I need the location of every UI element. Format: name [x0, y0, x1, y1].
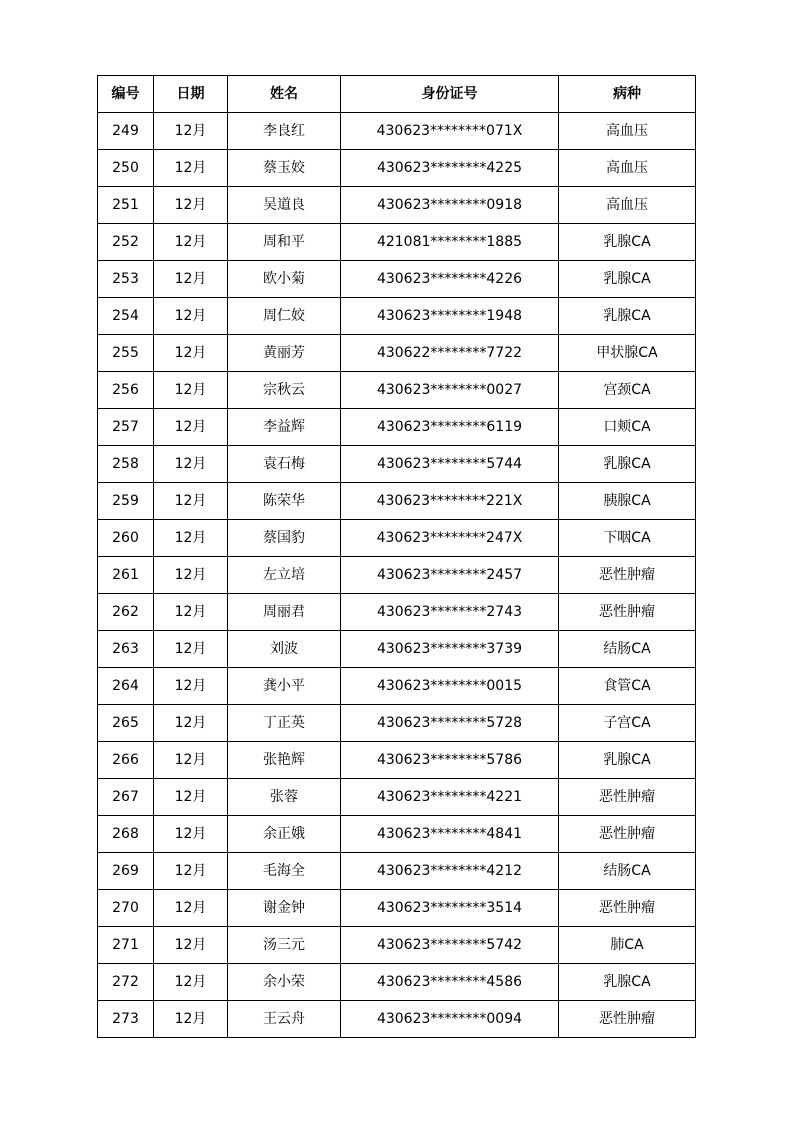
cell-id-number: 430623********3514: [341, 890, 559, 927]
cell-date: 12月: [154, 853, 228, 890]
cell-number: 253: [98, 261, 154, 298]
cell-number: 263: [98, 631, 154, 668]
table-header-row: [98, 76, 696, 113]
cell-date: 12月: [154, 483, 228, 520]
cell-date: 12月: [154, 668, 228, 705]
cell-disease: 食管CA: [559, 668, 696, 705]
cell-name: 左立培: [228, 557, 341, 594]
cell-number: 255: [98, 335, 154, 372]
cell-date: 12月: [154, 446, 228, 483]
cell-number: 272: [98, 964, 154, 1001]
table-row: [98, 890, 696, 927]
cell-disease: 恶性肿瘤: [559, 890, 696, 927]
cell-name: 蔡国豹: [228, 520, 341, 557]
table-row: [98, 150, 696, 187]
cell-date: 12月: [154, 779, 228, 816]
cell-disease: 甲状腺CA: [559, 335, 696, 372]
cell-disease: 高血压: [559, 150, 696, 187]
cell-date: 12月: [154, 1001, 228, 1038]
cell-number: 273: [98, 1001, 154, 1038]
cell-number: 264: [98, 668, 154, 705]
cell-disease: 子宫CA: [559, 705, 696, 742]
header-name: 姓名: [228, 76, 341, 113]
cell-name: 张艳辉: [228, 742, 341, 779]
cell-id-number: 430623********6119: [341, 409, 559, 446]
cell-id-number: 430623********2743: [341, 594, 559, 631]
cell-number: 271: [98, 927, 154, 964]
cell-disease: 结肠CA: [559, 631, 696, 668]
cell-disease: 下咽CA: [559, 520, 696, 557]
table-row: [98, 557, 696, 594]
cell-date: 12月: [154, 557, 228, 594]
cell-name: 吴道良: [228, 187, 341, 224]
table-row: [98, 520, 696, 557]
cell-number: 269: [98, 853, 154, 890]
cell-date: 12月: [154, 705, 228, 742]
cell-number: 251: [98, 187, 154, 224]
cell-number: 250: [98, 150, 154, 187]
cell-id-number: 421081********1885: [341, 224, 559, 261]
cell-disease: 高血压: [559, 113, 696, 150]
table-row: [98, 816, 696, 853]
cell-date: 12月: [154, 890, 228, 927]
cell-date: 12月: [154, 224, 228, 261]
table-row: [98, 483, 696, 520]
table-row: [98, 964, 696, 1001]
cell-disease: 肺CA: [559, 927, 696, 964]
table-row: [98, 335, 696, 372]
table-row: [98, 113, 696, 150]
cell-disease: 恶性肿瘤: [559, 1001, 696, 1038]
cell-disease: 口颊CA: [559, 409, 696, 446]
cell-disease: 宫颈CA: [559, 372, 696, 409]
header-disease: 病种: [559, 76, 696, 113]
cell-number: 256: [98, 372, 154, 409]
table-row: [98, 1001, 696, 1038]
table-row: [98, 372, 696, 409]
cell-id-number: 430623********4221: [341, 779, 559, 816]
table-row: [98, 853, 696, 890]
cell-id-number: 430623********4225: [341, 150, 559, 187]
cell-id-number: 430623********071X: [341, 113, 559, 150]
cell-name: 蔡玉姣: [228, 150, 341, 187]
cell-number: 268: [98, 816, 154, 853]
cell-disease: 乳腺CA: [559, 964, 696, 1001]
table-row: [98, 594, 696, 631]
cell-number: 262: [98, 594, 154, 631]
header-number: 编号: [98, 76, 154, 113]
cell-disease: 结肠CA: [559, 853, 696, 890]
cell-id-number: 430623********5728: [341, 705, 559, 742]
table-row: [98, 668, 696, 705]
table-row: [98, 742, 696, 779]
cell-name: 李益辉: [228, 409, 341, 446]
cell-number: 257: [98, 409, 154, 446]
cell-number: 270: [98, 890, 154, 927]
table-row: [98, 927, 696, 964]
cell-name: 毛海全: [228, 853, 341, 890]
cell-id-number: 430623********4226: [341, 261, 559, 298]
cell-number: 266: [98, 742, 154, 779]
cell-number: 249: [98, 113, 154, 150]
cell-name: 宗秋云: [228, 372, 341, 409]
table-row: [98, 261, 696, 298]
cell-id-number: 430623********5744: [341, 446, 559, 483]
table-row: [98, 779, 696, 816]
cell-date: 12月: [154, 187, 228, 224]
cell-id-number: 430623********0918: [341, 187, 559, 224]
cell-id-number: 430623********3739: [341, 631, 559, 668]
cell-name: 欧小菊: [228, 261, 341, 298]
cell-disease: 恶性肿瘤: [559, 594, 696, 631]
cell-date: 12月: [154, 816, 228, 853]
cell-date: 12月: [154, 261, 228, 298]
table-body: [98, 113, 696, 1038]
cell-date: 12月: [154, 927, 228, 964]
cell-date: 12月: [154, 594, 228, 631]
table-row: [98, 446, 696, 483]
cell-id-number: 430623********4586: [341, 964, 559, 1001]
table-row: [98, 409, 696, 446]
cell-name: 谢金钟: [228, 890, 341, 927]
cell-name: 王云舟: [228, 1001, 341, 1038]
cell-id-number: 430623********4841: [341, 816, 559, 853]
cell-date: 12月: [154, 742, 228, 779]
table-row: [98, 224, 696, 261]
table-row: [98, 187, 696, 224]
cell-date: 12月: [154, 409, 228, 446]
cell-name: 袁石梅: [228, 446, 341, 483]
cell-id-number: 430623********1948: [341, 298, 559, 335]
cell-disease: 恶性肿瘤: [559, 779, 696, 816]
cell-disease: 乳腺CA: [559, 261, 696, 298]
cell-date: 12月: [154, 631, 228, 668]
cell-name: 黄丽芳: [228, 335, 341, 372]
cell-name: 龚小平: [228, 668, 341, 705]
cell-id-number: 430623********5742: [341, 927, 559, 964]
cell-id-number: 430623********0094: [341, 1001, 559, 1038]
cell-name: 丁正英: [228, 705, 341, 742]
cell-date: 12月: [154, 520, 228, 557]
cell-disease: 高血压: [559, 187, 696, 224]
cell-name: 刘波: [228, 631, 341, 668]
patient-record-table: [97, 75, 696, 1038]
cell-disease: 恶性肿瘤: [559, 557, 696, 594]
header-id-number: 身份证号: [341, 76, 559, 113]
cell-date: 12月: [154, 964, 228, 1001]
cell-disease: 恶性肿瘤: [559, 816, 696, 853]
header-date: 日期: [154, 76, 228, 113]
cell-id-number: 430623********247X: [341, 520, 559, 557]
cell-name: 周和平: [228, 224, 341, 261]
cell-date: 12月: [154, 372, 228, 409]
cell-disease: 乳腺CA: [559, 224, 696, 261]
cell-date: 12月: [154, 150, 228, 187]
cell-id-number: 430623********4212: [341, 853, 559, 890]
cell-name: 张蓉: [228, 779, 341, 816]
cell-id-number: 430623********2457: [341, 557, 559, 594]
cell-id-number: 430622********7722: [341, 335, 559, 372]
cell-number: 252: [98, 224, 154, 261]
table-row: [98, 631, 696, 668]
cell-name: 余小荣: [228, 964, 341, 1001]
cell-name: 余正娥: [228, 816, 341, 853]
cell-number: 259: [98, 483, 154, 520]
cell-date: 12月: [154, 113, 228, 150]
cell-date: 12月: [154, 298, 228, 335]
cell-name: 陈荣华: [228, 483, 341, 520]
cell-number: 260: [98, 520, 154, 557]
cell-disease: 乳腺CA: [559, 298, 696, 335]
cell-name: 汤三元: [228, 927, 341, 964]
cell-number: 265: [98, 705, 154, 742]
cell-number: 261: [98, 557, 154, 594]
cell-id-number: 430623********0027: [341, 372, 559, 409]
cell-number: 258: [98, 446, 154, 483]
cell-name: 周仁姣: [228, 298, 341, 335]
table-row: [98, 705, 696, 742]
cell-name: 周丽君: [228, 594, 341, 631]
cell-disease: 胰腺CA: [559, 483, 696, 520]
cell-id-number: 430623********5786: [341, 742, 559, 779]
cell-name: 李良红: [228, 113, 341, 150]
cell-id-number: 430623********221X: [341, 483, 559, 520]
cell-disease: 乳腺CA: [559, 742, 696, 779]
cell-number: 267: [98, 779, 154, 816]
table-row: [98, 298, 696, 335]
cell-id-number: 430623********0015: [341, 668, 559, 705]
cell-disease: 乳腺CA: [559, 446, 696, 483]
cell-number: 254: [98, 298, 154, 335]
cell-date: 12月: [154, 335, 228, 372]
